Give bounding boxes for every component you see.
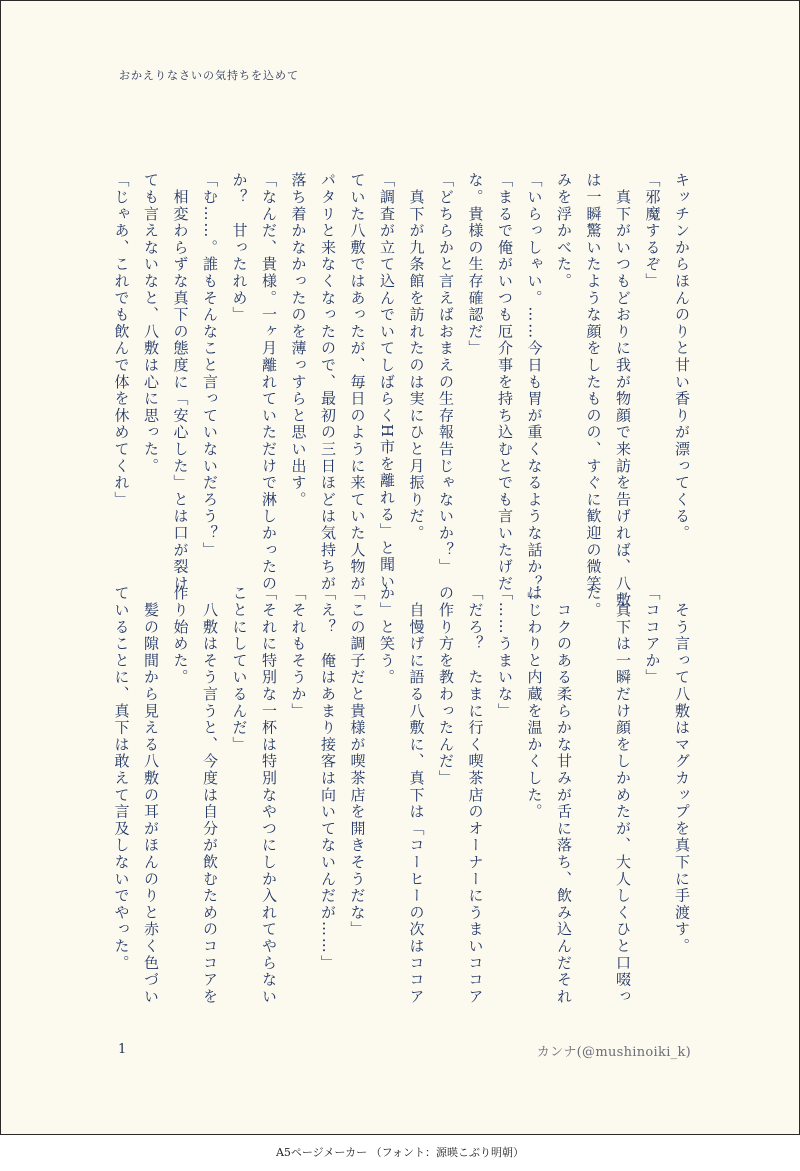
text-column-top (106, 172, 696, 609)
text-line: 髪の隙間から見える八敷の耳がほんのりと赤く色づい (142, 585, 160, 1005)
running-title: おかえりなさいの気持ちを込めて (119, 69, 299, 82)
text-line: 八敷はそう言うと、今度は自分が飲むためのココアを (201, 585, 219, 1005)
text-line: ていることに、真下は敢えて言及しないでやった。 (112, 585, 131, 972)
text-line: 「それもそうか」 (289, 585, 308, 720)
text-line: 作り始めた。 (171, 585, 190, 686)
text-line: 相変わらずな真下の態度に「安心した」とは口が裂け (171, 172, 190, 592)
text-line: 「調査が立て込んでいてしばらくH市を離れる」と聞い (378, 172, 396, 591)
text-line: ても言えないなと、八敷は心に思った。 (142, 172, 160, 475)
text-line: 「どちらかと言えばおまえの生存報告じゃないか？」 (437, 172, 455, 576)
text-line: パタリと来なくなったので、最初の三日ほどは気持ちが (319, 172, 337, 592)
text-line: みを浮かべた。 (555, 172, 573, 290)
text-line: 「まるで俺がいつも厄介事を持ち込むとでも言いたげだ (496, 172, 514, 592)
text-line: 「……うまいな」 (496, 585, 514, 720)
text-line: 自慢げに語る八敷に、真下は「コーヒーの次はココア (407, 585, 426, 1005)
text-line: そう言って八敷はマグカップを真下に手渡す。 (673, 585, 691, 955)
text-line: 「いらっしゃい。……今日も胃が重くなるような話か？」 (525, 172, 544, 609)
text-line: か？ 甘ったれめ」 (230, 172, 249, 324)
text-line: た。 (584, 585, 603, 619)
text-line: 真下が九条館を訪れたのは実にひと月振りだ。 (407, 172, 426, 542)
text-line: 「それに特別な一杯は特別なやつにしか入れてやらない (260, 585, 278, 1005)
text-column-bottom (106, 585, 696, 1005)
text-line: ていた八敷ではあったが、毎日のように来ていた人物が (348, 172, 367, 592)
text-line: キッチンからほんのりと甘い香りが漂ってくる。 (673, 172, 691, 542)
page-number: 1 (118, 1042, 127, 1057)
text-line: 「じゃあ、これでも飲んで体を休めてくれ」 (112, 172, 131, 508)
text-line: は一瞬驚いたような顔をしたものの、すぐに歓迎の微笑 (584, 172, 603, 592)
text-line: 「だろ？ たまに行く喫茶店のオーナーにうまいココア (466, 585, 485, 1005)
text-line: か」と笑う。 (378, 585, 396, 686)
text-line: 「ココアか」 (643, 585, 662, 686)
text-line: コクのある柔らかな甘みが舌に落ち、飲み込んだそれ (555, 585, 573, 1005)
text-line: 真下は一瞬だけ顔をしかめたが、大人しくひと口啜っ (614, 585, 632, 1005)
text-line: 「この調子だと貴様が喫茶店を開きそうだな」 (348, 585, 367, 938)
text-line: 真下がいつもどおりに我が物顔で来訪を告げれば、八敷 (614, 172, 632, 609)
text-line: 「え？ 俺はあまり接客は向いてないんだが……」 (319, 585, 337, 972)
text-line: の作り方を教わったんだ」 (437, 585, 455, 787)
text-line: はじわりと内蔵を温かくした。 (525, 585, 544, 821)
text-line: ことにしているんだ」 (230, 585, 249, 753)
author-credit: カンナ(@mushinoiki_k) (536, 1045, 691, 1060)
text-line: な。貴様の生存確認だ」 (466, 172, 485, 357)
text-line: 落ち着かなかったのを薄っすらと思い出す。 (289, 172, 308, 508)
text-line: 「む……。誰もそんなこと言っていないだろう？」 (201, 172, 219, 559)
generator-credit: A5ページメーカー （フォント：源暎こぶり明朝） (275, 1146, 525, 1159)
text-line: 「なんだ、貴様。一ヶ月離れていただけで淋しかったの (260, 172, 278, 592)
text-line: 「邪魔するぞ」 (643, 172, 662, 290)
